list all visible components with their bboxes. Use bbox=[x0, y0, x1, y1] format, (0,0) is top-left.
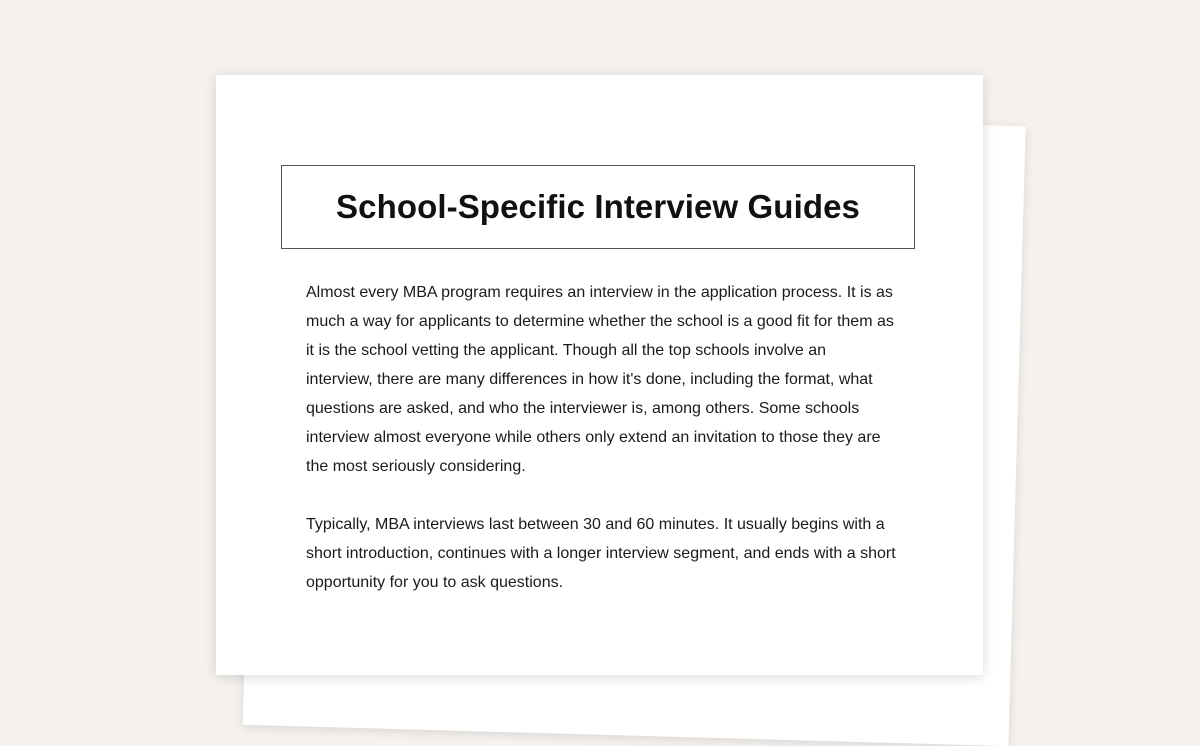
paragraph-intro: Almost every MBA program requires an interview in the application process. It is as much a way for applicants to determine whether the school is a good fit for them as it is the school vetting the applicant. Though all the top schools involve an interview, there are many differences in how it's done, including the format, what questions are asked, and who the interviewer is, among others. Some schools interview almost everyone while others only extend an invitation to those they are the most seriously considering. bbox=[306, 284, 894, 475]
document-body bbox=[306, 278, 896, 626]
page-title: School-Specific Interview Guides bbox=[336, 188, 860, 225]
paragraph-duration: Typically, MBA interviews last between 30 and 60 minutes. It usually begins with a short introduction, continues with a longer interview segment, and ends with a short opportunity for you to ask questions. bbox=[306, 516, 896, 591]
title-box bbox=[281, 165, 915, 249]
document-page bbox=[216, 75, 983, 675]
